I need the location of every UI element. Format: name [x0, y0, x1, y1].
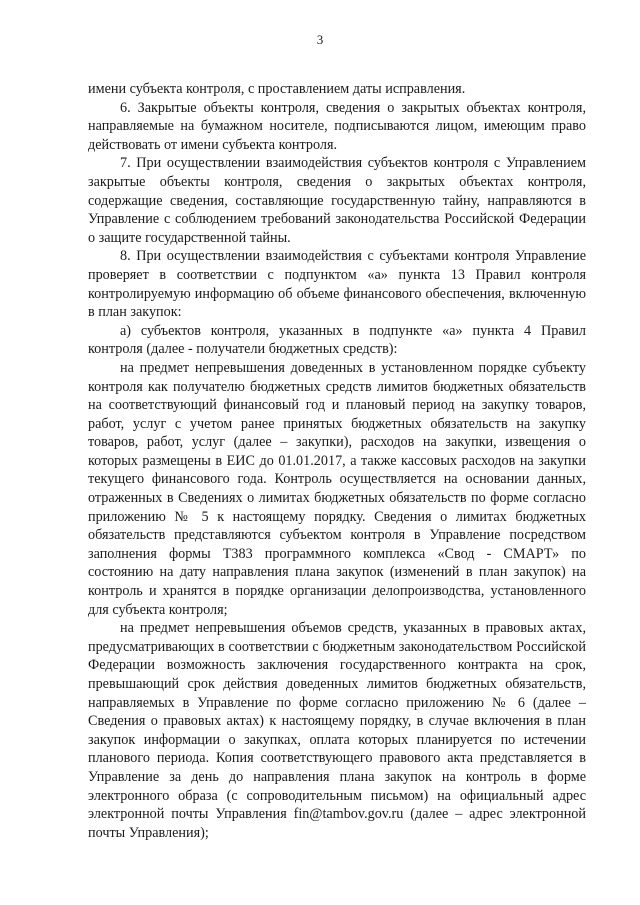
paragraph: имени субъекта контроля, с проставлением даты исправления. [88, 81, 466, 97]
paragraph: 6. Закрытые объекты контроля, сведения о закрытых объектах контроля, направляемые на бумажном носителе, подписываются лицом, имеющим право действовать от имени субъекта контроля. [88, 99, 586, 153]
document-body [88, 80, 586, 842]
page-number: 3 [316, 32, 324, 47]
paragraph: на предмет непревышения объемов средств, указанных в правовых актах, предусматривающих в соответствии с бюджетным законодательством Российской Федерации возможность заключения государственного контракта на срок, превышающий срок действия доведенных лимитов бюджетных обязательств, направляемых в Управление по форме согласно приложению № 6 (далее – Сведения о правовых актах) к настоящему порядку, в случае включения в план закупок информации о закупках, оплата которых планируется по истечении планового периода. Копия соответствующего правового акта представляется в Управление за день до направления плана закупок на контроль в форме электронного образа (с сопроводительным письмом) на официальный адрес электронной почты Управления fin@tambov.gov.ru (далее – адрес электронной почты Управления); [88, 620, 586, 841]
paragraph: на предмет непревышения доведенных в установленном порядке субъекту контроля как получателю бюджетных средств лимитов бюджетных обязательств на соответствующий финансовый год и плановый период на закупку товаров, работ, услуг с учетом ранее принятых бюджетных обязательств на закупку товаров, работ, услуг (далее – закупки), расходов на закупки, извещения о которых размещены в ЕИС до 01.01.2017, а также кассовых расходов на закупки текущего финансового года. Контроль осуществляется на основании данных, отраженных в Сведениях о лимитах бюджетных обязательств по форме согласно приложению № 5 к настоящему порядку. Сведения о лимитах бюджетных обязательств представляются субъектом контроля в Управление посредством заполнения формы Т383 программного комплекса «Свод - СМАРТ» по состоянию на дату направления плана закупок (изменений в план закупок) на контроль и хранятся в порядке организации делопроизводства, установленного для субъекта контроля; [88, 359, 586, 618]
paragraph: 8. При осуществлении взаимодействия с субъектами контроля Управление проверяет в соответствии с подпунктом «а» пункта 13 Правил контроля контролируемую информацию об объеме финансового обеспечения, включенную в план закупок: [88, 248, 586, 321]
paragraph: а) субъектов контроля, указанных в подпункте «а» пункта 4 Правил контроля (далее - получатели бюджетных средств): [88, 322, 586, 358]
paragraph: 7. При осуществлении взаимодействия субъектов контроля с Управлением закрытые объекты контроля, сведения о закрытых объектах контроля, содержащие сведения, составляющие государственную тайну, направляются в Управление с соблюдением требований законодательства Российской Федерации о защите государственной тайны. [88, 155, 586, 246]
